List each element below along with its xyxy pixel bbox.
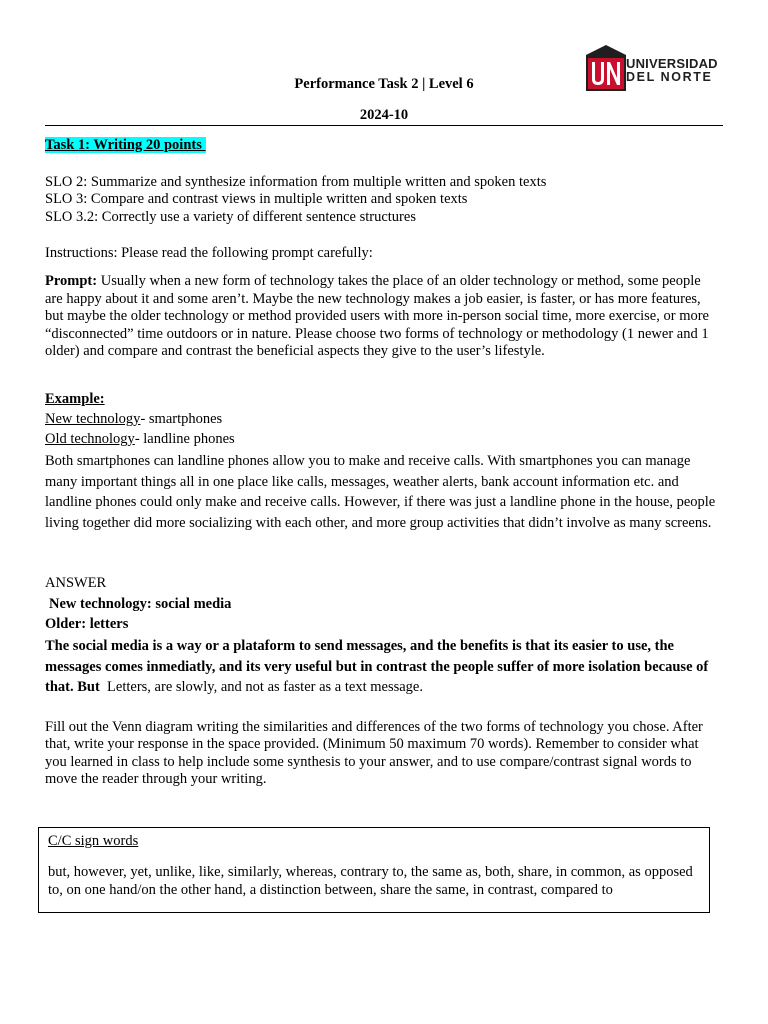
header-divider bbox=[45, 125, 723, 126]
document-term: 2024-10 bbox=[359, 107, 409, 123]
logo-text-line1: UNIVERSIDAD bbox=[626, 56, 718, 71]
logo-text-line2: DEL NORTE bbox=[626, 70, 713, 84]
example-label-row bbox=[45, 391, 105, 408]
instructions-text: Instructions: Please read the following prompt carefully: bbox=[45, 245, 373, 261]
answer-label: ANSWER bbox=[45, 575, 107, 591]
example-paragraph: Both smartphones can landline phones allow you to make and receive calls. With smartphones you can manage many important things all in one place like calls, messages, weather alerts, bank account information etc. and landline phones could only make and receive calls. However, if there was just a landline phone in the house, people living together did more socializing with each other, and more group activities that didn’t involve as many screens. bbox=[45, 453, 716, 531]
signal-words-list: but, however, yet, unlike, like, similarly, whereas, contrary to, the same as, both, share, in common, as opposed to, on one hand/on the other hand, a distinction between, share the same, in contrast, compared to bbox=[48, 864, 693, 898]
new-technology-value: - smartphones bbox=[140, 411, 223, 427]
answer-older: Older: letters bbox=[45, 616, 129, 632]
fill-instructions: Fill out the Venn diagram writing the similarities and differences of the two forms of technology you chose. After that, write your response in the space provided. (Minimum 50 maximum 70 words). Remember to consider what you learned in class to help include some synthesis to your answer, and to use compare/contrast signal words to move the reader through your writing. bbox=[45, 719, 703, 788]
prompt-label: Prompt: bbox=[45, 273, 98, 289]
slo-item: SLO 2: Summarize and synthesize information from multiple written and spoken texts bbox=[45, 174, 547, 190]
answer-bold-text: The social media is a way or a plataform to send messages, and the benefits is that its easier to use, the messages comes inmediatly, and its very useful but in contrast the people suffer of more isolation because of that. But bbox=[45, 638, 709, 695]
example-new-technology bbox=[45, 411, 222, 428]
task-heading-row bbox=[45, 137, 206, 154]
new-technology-label: New technology bbox=[45, 411, 141, 427]
signal-words-box bbox=[38, 827, 710, 913]
old-technology-value: - landline phones bbox=[134, 431, 235, 447]
document-title: Performance Task 2 | Level 6 bbox=[294, 76, 474, 92]
slo-item: SLO 3.2: Correctly use a variety of different sentence structures bbox=[45, 209, 416, 225]
old-technology-label: Old technology bbox=[45, 431, 135, 447]
answer-plain-text: Letters, are slowly, and not as faster as a text message. bbox=[107, 679, 423, 695]
prompt-text: Usually when a new form of technology takes the place of an older technology or method, some people are happy about it and some aren’t. Maybe the new technology makes a job easier, is faster, or has more features, but maybe the older technology or method provided users with more in-person social time, more exercise, or more “disconnected” time outdoors or in nature. Please choose two forms of technology or methodology (1 newer and 1 older) and compare and contrast the beneficial aspects they give to the user’s lifestyle. bbox=[45, 273, 709, 360]
answer-paragraph bbox=[45, 636, 721, 698]
prompt-paragraph bbox=[45, 273, 721, 361]
example-old-technology bbox=[45, 431, 235, 448]
signal-words-title: C/C sign words bbox=[48, 833, 139, 849]
task-heading: Task 1: Writing 20 points bbox=[45, 137, 202, 153]
slo-item: SLO 3: Compare and contrast views in multiple written and spoken texts bbox=[45, 191, 468, 207]
example-label: Example: bbox=[45, 391, 105, 407]
answer-new-technology: New technology: social media bbox=[49, 596, 232, 612]
